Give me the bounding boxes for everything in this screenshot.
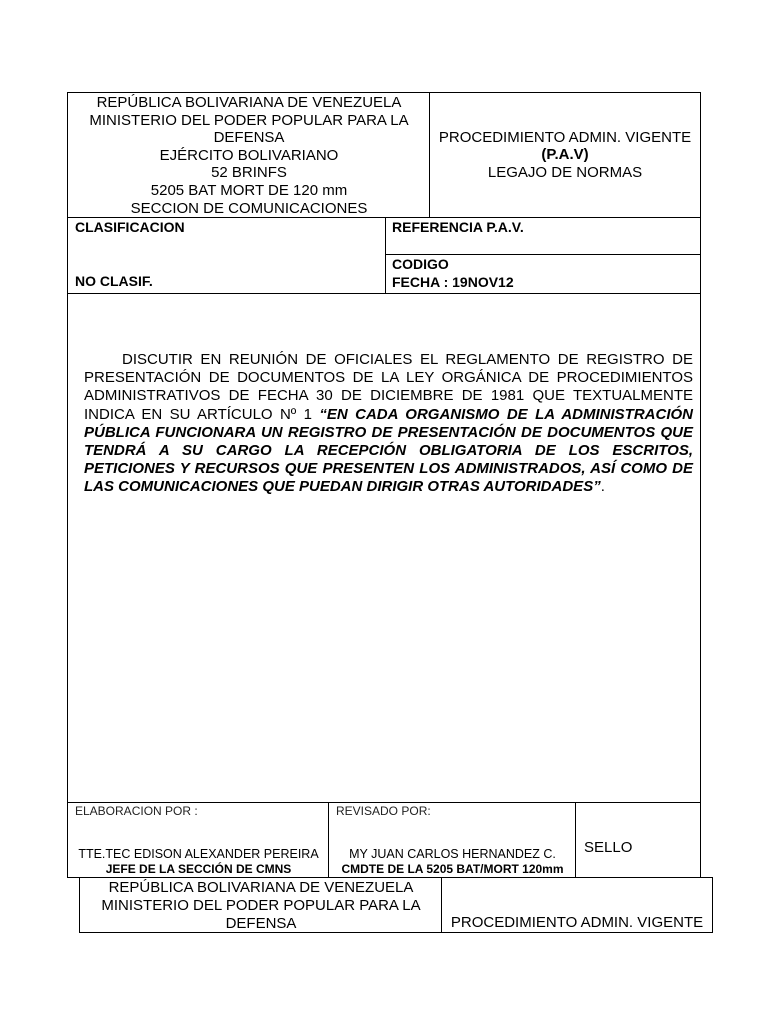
header-section: SECCION DE COMUNICACIONES (130, 199, 368, 217)
classification-value: NO CLASIF. (75, 273, 153, 289)
reference-label: REFERENCIA P.A.V. (392, 219, 524, 235)
body-quote: “EN CADA ORGANISMO DE LA ADMINISTRACIÓN PÚBLICA FUNCIONARA UN REGISTRO DE PRESENTACIÓN DE DOCUMENTOS QUE TENDRÁ A SU CARGO LA RECEPCIÓN OBLIGATORIA DE LOS ESCRITOS, PETICIONES Y RECURSOS QUE PRESENTEN LOS ADMINISTRADOS, ASÍ COMO DE LAS COMUNICACIONES QUE PUEDAN DIRIGIR OTRAS AUTORIDADES” (84, 405, 693, 496)
code-date-cell (385, 254, 701, 294)
next-header-ministry: MINISTERIO DEL PODER POPULAR PARA LA (101, 897, 421, 914)
next-header-right-cell (441, 877, 713, 933)
reviewed-by-name: MY JUAN CARLOS HERNANDEZ C. (349, 847, 556, 861)
body-intro: DISCUTIR EN REUNIÓN DE OFICIALES EL REGLAMENTO DE REGISTRO DE PRESENTACIÓN DE DOCUMENTOS DE LA LEY ORGÁNICA DE PROCEDIMIENTOS ADMINISTRATIVOS DE FECHA 30 DE DICIEMBRE DE 1981 QUE TEXTUALMENTE INDICA EN SU ARTÍCULO Nº 1 (84, 351, 693, 423)
next-header-left-cell (79, 877, 442, 933)
header-left-cell (67, 92, 430, 218)
reference-cell (385, 217, 701, 255)
header-army: EJÉRCITO BOLIVARIANO (159, 146, 339, 164)
next-header-procedure: PROCEDIMIENTO ADMIN. VIGENTE (450, 914, 704, 931)
header-republic: REPÚBLICA BOLIVARIANA DE VENEZUELA (96, 94, 402, 111)
header-battalion: 5205 BAT MORT DE 120 mm (150, 181, 348, 199)
seal-label: SELLO (584, 839, 633, 856)
reviewed-by-cell (328, 802, 576, 878)
body-paragraph (84, 351, 693, 497)
header-ministry: MINISTERIO DEL PODER POPULAR PARA LA DEFENSA (89, 111, 409, 147)
reviewed-by-label: REVISADO POR: (336, 804, 431, 818)
seal-cell (575, 802, 701, 878)
prepared-by-title: JEFE DE LA SECCIÓN DE CMNS (105, 862, 292, 876)
code-label: CODIGO (392, 256, 449, 272)
next-header-defense: DEFENSA (225, 915, 297, 932)
prepared-by-name: TTE.TEC EDISON ALEXANDER PEREIRA (78, 847, 319, 861)
header-legajo: LEGAJO DE NORMAS (487, 163, 643, 181)
date-value: FECHA : 19NOV12 (392, 274, 514, 290)
body-cell (67, 293, 701, 803)
header-brigade: 52 BRINFS (211, 164, 287, 182)
classification-cell (67, 217, 386, 294)
body-end: . (600, 478, 605, 496)
next-header-republic: REPÚBLICA BOLIVARIANA DE VENEZUELA (108, 879, 414, 896)
prepared-by-cell (67, 802, 329, 878)
reviewed-by-title: CMDTE DE LA 5205 BAT/MORT 120mm (341, 862, 564, 876)
classification-label: CLASIFICACION (75, 219, 185, 235)
header-procedure: PROCEDIMIENTO ADMIN. VIGENTE (438, 128, 692, 146)
header-pav: (P.A.V) (541, 146, 589, 164)
header-right-cell (429, 92, 701, 218)
prepared-by-label: ELABORACION POR : (75, 804, 198, 818)
